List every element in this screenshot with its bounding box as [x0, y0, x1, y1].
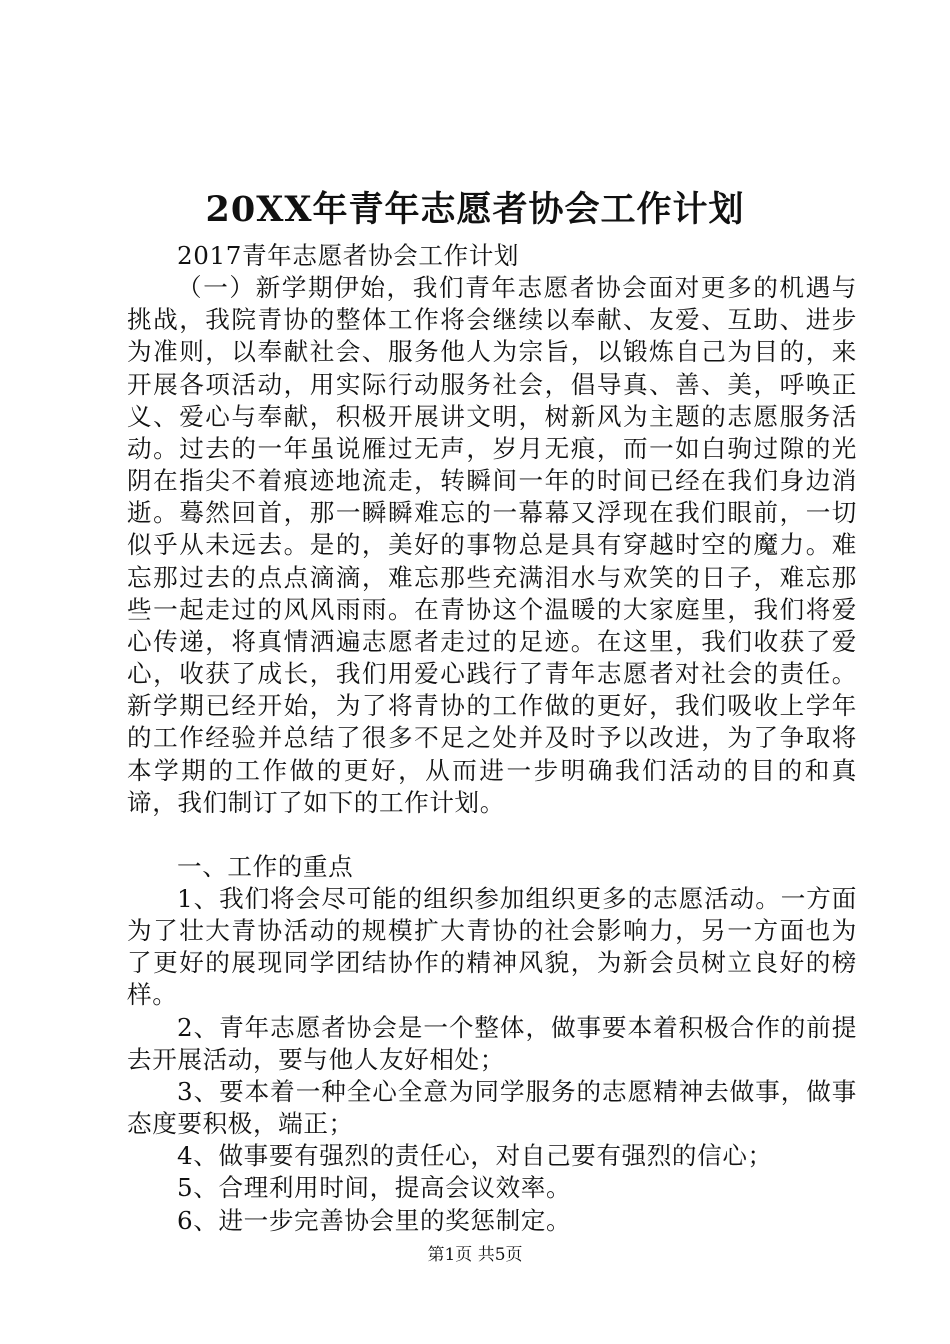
intro-paragraph: （一）新学期伊始，我们青年志愿者协会面对更多的机遇与挑战，我院青协的整体工作将会继续以奉献、友爱、互助、进步为准则，以奉献社会、服务他人为宗旨，以锻炼自己为目的，来开展各项活动，用实际行动服务社会，倡导真、善、美，呼唤正义、爱心与奉献，积极开展讲文明，树新风为主题的志愿服务活动。过去的一年虽说雁过无声，岁月无痕，而一如白驹过隙的光阴在指尖不着痕迹地流走，转瞬间一年的时间已经在我们身边消逝。蓦然回首，那一瞬瞬难忘的一幕幕又浮现在我们眼前，一切似乎从未远去。是的，美好的事物总是具有穿越时空的魔力。难忘那过去的点点滴滴，难忘那些充满泪水与欢笑的日子，难忘那些一起走过的风风雨雨。在青协这个温暖的大家庭里，我们将爱心传递，将真情洒遍志愿者走过的足迹。在这里，我们收获了爱心，收获了成长，我们用爱心践行了青年志愿者对社会的责任。新学期已经开始，为了将青协的工作做的更好，我们吸收上学年的工作经验并总结了很多不足之处并及时予以改进，为了争取将本学期的工作做的更好，从而进一步明确我们活动的目的和真谛，我们制订了如下的工作计划。 [127, 273, 857, 817]
paragraph-spacer [127, 819, 857, 851]
document-title: 20XX年青年志愿者协会工作计划 [205, 189, 745, 230]
list-item: 1、我们将会尽可能的组织参加组织更多的志愿活动。一方面为了壮大青协活动的规模扩大青协的社会影响力，另一方面也为了更好的展现同学团结协作的精神风貌，为新会员树立良好的榜样。 [127, 883, 857, 1010]
list-item: 5、合理利用时间，提高会议效率。 [177, 1173, 572, 1203]
document-subtitle: 2017青年志愿者协会工作计划 [177, 241, 520, 270]
list-item: 3、要本着一种全心全意为同学服务的志愿精神去做事，做事态度要积极，端正； [127, 1076, 857, 1139]
page-number-footer: 第1页 共5页 [427, 1245, 523, 1265]
document-body [127, 240, 857, 1237]
list-item: 6、进一步完善协会里的奖惩制定。 [177, 1205, 572, 1235]
list-item: 2、青年志愿者协会是一个整体，做事要本着积极合作的前提去开展活动，要与他人友好相处； [127, 1012, 857, 1074]
list-item: 4、做事要有强烈的责任心，对自己要有强烈的信心； [177, 1141, 773, 1171]
section-heading: 一、工作的重点 [177, 851, 354, 881]
